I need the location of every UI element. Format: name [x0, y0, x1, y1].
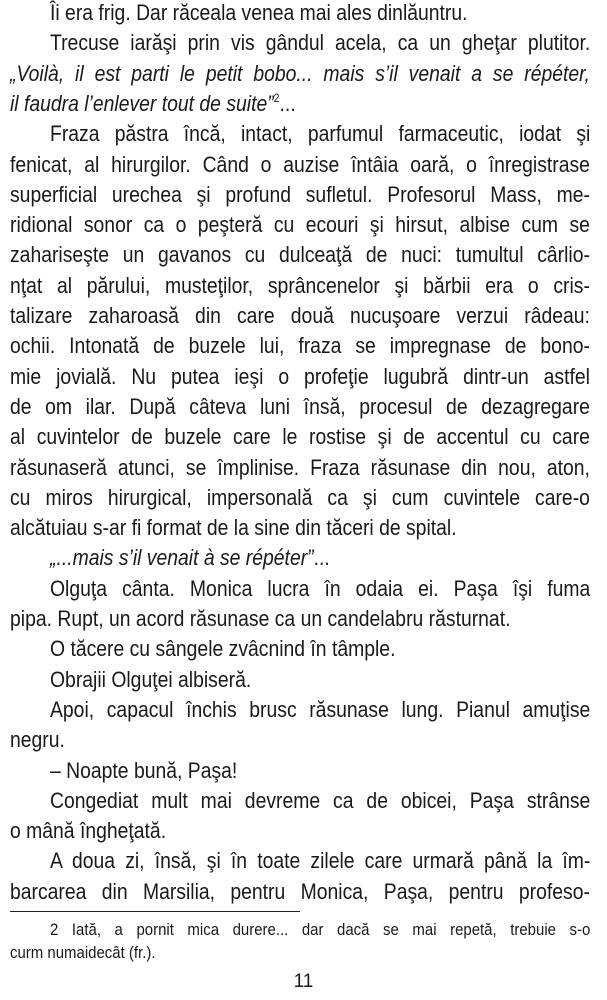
text-line: răsunaseră atunci, se împlinise. Fraza răsunase din nou, aton,: [10, 454, 590, 480]
text-line-dialogue: – Noapte bună, Paşa!: [50, 757, 238, 783]
text-line: Trecuse iarăşi prin vis gândul acela, ca un gheţar plutitor.: [50, 30, 591, 56]
text-line: Apoi, capacul închis brusc răsunase lung. Pianul amuţise: [50, 696, 591, 722]
text-line: zahariseşte un gavanos cu dulceaţă de nuci: tumultul cârlio-: [10, 242, 590, 268]
text-line: de om ilar. După câteva luni însă, procesul de dezagregare: [10, 393, 590, 419]
text-line: barcarea din Marsilia, pentru Monica, Paşa, pentru profeso-: [10, 878, 590, 904]
text-line: al cuvintelor de buzele care le rostise şi de accentul cu care: [10, 424, 590, 450]
text-line: nţat al părului, musteţilor, sprâncenelor şi bărbii era o cris-: [10, 272, 590, 298]
text-line: Congediat mult mai devreme ca de obicei, Paşa strânse: [50, 787, 591, 813]
text-line: mie jovială. Nu putea ieşi o profeţie lugubră dintr-un astfel: [10, 363, 590, 389]
text-line: negru.: [10, 727, 65, 753]
ellipsis: ...: [313, 545, 330, 571]
text-line: pipa. Rupt, un acord răsunase ca un candelabru răsturnat.: [10, 606, 511, 631]
text-line: talizare zaharoasă din care două nucuşoare verzui râdeau:: [10, 303, 590, 328]
text-line: alcătuiau s-ar fi format de la sine din tăceri de spital.: [10, 515, 457, 541]
text-line-italic-quote: [10, 89, 590, 119]
text-line: ridional sonor ca o peşteră cu ecouri şi hirsut, albise cum se: [10, 212, 590, 238]
quote-text: „...mais s’il venait à se répéter”: [50, 545, 314, 571]
text-line: A doua zi, însă, şi în toate zilele care urmară până la îm-: [50, 848, 591, 874]
text-line: superficial urechea şi profund sufletul. Profesorul Mass, me-: [10, 181, 590, 207]
page-number: 11: [293, 971, 314, 992]
text-line: O tăcere cu sângele zvâcnind în tâmple.: [50, 636, 396, 662]
text-line: fenicat, al hirurgilor. Când o auzise întâia oară, o înregistrase: [10, 151, 590, 177]
text-line-italic-quote: „Voilà, il est parti le petit bobo... mais s’il venait a se répéter,: [10, 60, 590, 86]
quote-text: il faudra l’enlever tout de suite”: [10, 90, 274, 116]
text-line-italic-quote: [50, 543, 590, 573]
footnote-text: 2 Iată, a pornit mica durere... dar dacă se mai repetă, trebuie s-o: [50, 920, 591, 939]
text-line: Olguţa cânta. Monica lucra în odaia ei. Paşa îşi fuma: [50, 575, 591, 601]
ellipsis: ...: [279, 90, 296, 116]
text-line: Îi era frig. Dar răceala venea mai ales dinlăuntru.: [50, 0, 468, 25]
text-line: Obrajii Olguţei albiseră.: [50, 666, 252, 692]
text-line: cu miros hirurgical, impersonală ca şi cum cuvintele care-o: [10, 484, 590, 510]
text-line: o mână îngheţată.: [10, 818, 167, 844]
footnote-separator: [10, 911, 300, 912]
footnote-reference[interactable]: 2: [273, 90, 280, 105]
text-line: ochii. Intonată de buzele lui, fraza se impregnase de bono-: [10, 333, 590, 359]
footnote-text: curm numaidecât (fr.).: [10, 943, 156, 962]
text-line: Fraza păstra încă, intact, parfumul farmaceutic, iodat şi: [50, 121, 591, 147]
